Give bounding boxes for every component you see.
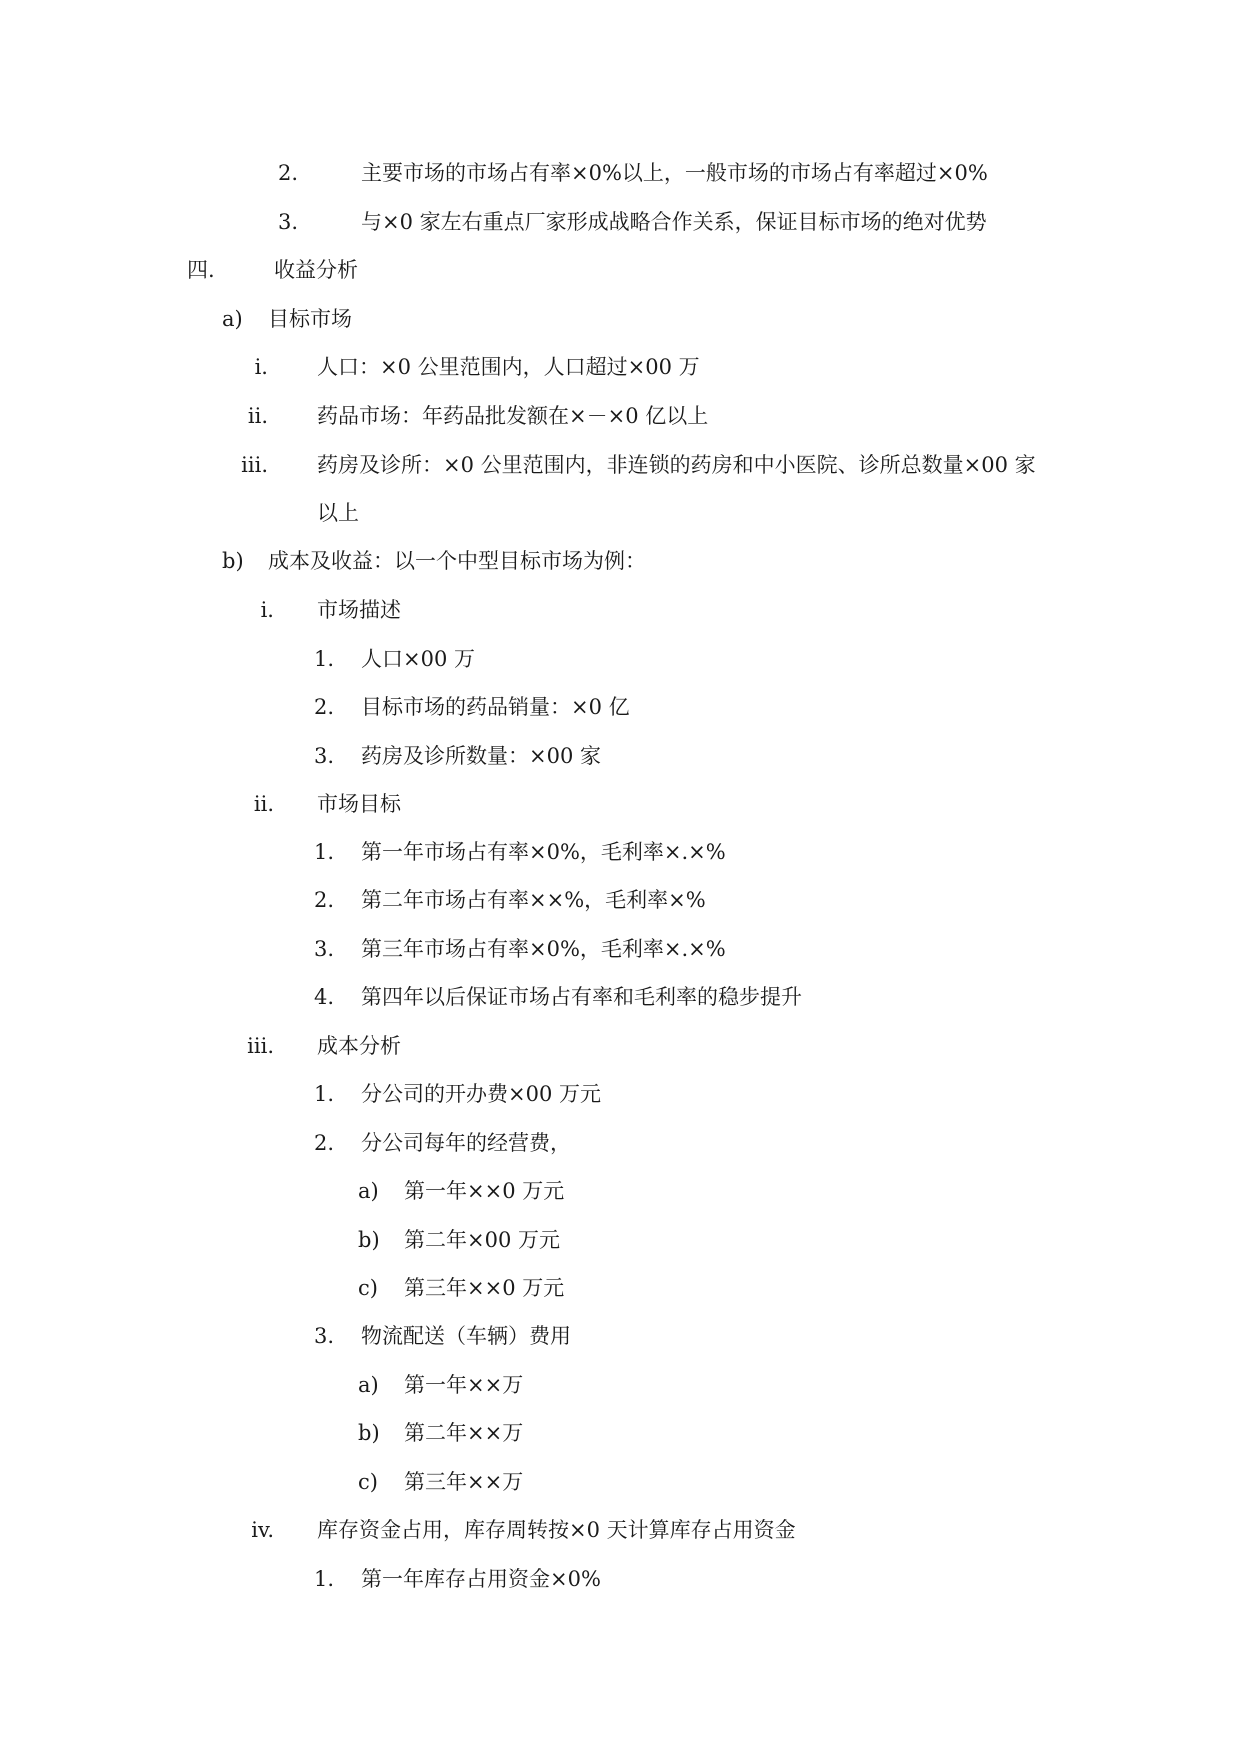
list-marker: 4. [314,985,335,1009]
list-marker: c) [358,1470,378,1494]
list-item-text: 目标市场的药品销量：×0 亿 [361,695,630,719]
list-item-text: 与×0 家左右重点厂家形成战略合作关系，保证目标市场的绝对优势 [361,210,987,234]
list-item-text: 第一年××0 万元 [404,1179,565,1203]
list-item-text: 市场目标 [317,792,401,816]
list-marker: i. [260,598,274,622]
list-item-text: 市场描述 [317,598,401,622]
list-marker: 1. [314,1567,335,1591]
list-item-text: 人口：×0 公里范围内，人口超过×00 万 [317,355,700,379]
list-marker: ii. [253,792,274,816]
list-marker: 1. [314,840,335,864]
list-marker: 1. [314,1082,335,1106]
list-marker: b) [358,1228,380,1252]
list-item-text: 主要市场的市场占有率×0%以上，一般市场的市场占有率超过×0% [361,161,988,185]
list-item-text: 物流配送（车辆）费用 [361,1324,571,1348]
list-item-text: 第二年××万 [404,1421,524,1445]
list-marker: b) [358,1421,380,1445]
list-marker: 2. [314,888,335,912]
list-marker: c) [358,1276,378,1300]
list-item-text: 第三年市场占有率×0%，毛利率×.×% [361,937,726,961]
list-item-text: 药房及诊所：×0 公里范围内，非连锁的药房和中小医院、诊所总数量×00 家 [317,453,1036,477]
list-item-text: 成本分析 [317,1034,401,1058]
list-item-text: 第四年以后保证市场占有率和毛利率的稳步提升 [361,985,802,1009]
list-item-text: 库存资金占用，库存周转按×0 天计算库存占用资金 [317,1518,796,1542]
list-item-text: 分公司每年的经营费， [361,1131,571,1155]
list-item-text: 第一年市场占有率×0%，毛利率×.×% [361,840,726,864]
list-marker: ii. [247,404,268,428]
list-item-text: 人口×00 万 [361,647,475,671]
list-marker: 3. [278,210,299,234]
list-item-text: 分公司的开办费×00 万元 [361,1082,601,1106]
list-marker: iii. [241,453,268,477]
list-marker: iii. [247,1034,274,1058]
list-item-text: 目标市场 [268,307,352,331]
list-item-text: 成本及收益：以一个中型目标市场为例： [268,549,646,573]
list-marker: 3. [314,744,335,768]
list-marker: 3. [314,1324,335,1348]
list-item-text: 第二年×00 万元 [404,1228,560,1252]
list-marker: 2. [278,161,299,185]
list-marker: 2. [314,695,335,719]
list-item-text: 第三年××万 [404,1470,524,1494]
list-marker: a) [358,1179,379,1203]
list-item-text: 第三年××0 万元 [404,1276,565,1300]
list-marker: 1. [314,647,335,671]
list-item-text: 以上 [317,501,359,525]
list-marker: iv. [251,1518,274,1542]
section-number: 四. [187,258,215,282]
list-item-text: 药品市场：年药品批发额在×－×0 亿以上 [317,404,709,428]
list-marker: i. [254,355,268,379]
list-marker: 3. [314,937,335,961]
list-marker: 2. [314,1131,335,1155]
list-marker: a) [358,1373,379,1397]
list-item-text: 第一年××万 [404,1373,524,1397]
list-marker: a) [222,307,243,331]
list-item-text: 第二年市场占有率××%，毛利率×% [361,888,706,912]
list-item-text: 药房及诊所数量：×00 家 [361,744,601,768]
list-marker: b) [222,549,244,573]
section-title: 收益分析 [274,258,358,282]
list-item-text: 第一年库存占用资金×0% [361,1567,601,1591]
